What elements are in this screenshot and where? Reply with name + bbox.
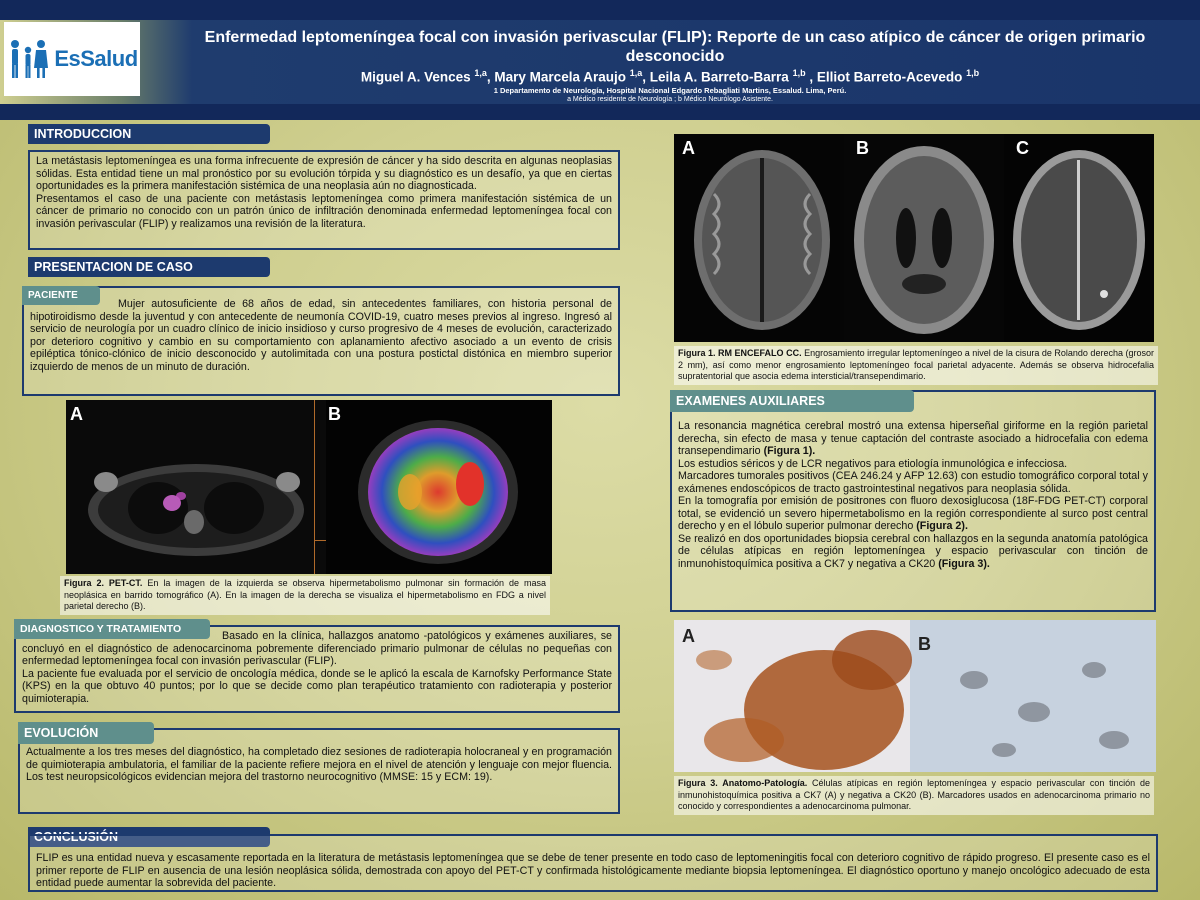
examenes-paragraph-3: Marcadores tumorales positivos (CEA 246.24 y AFP 12.63) con estudio tomográfico corporal total y exámenes endoscópicos de tracto gastrointestinal negativos para neoplasia sólida. xyxy=(678,470,1148,495)
examenes-p4-text: En la tomografía por emisión de positrones con fluoro dexosiglucosa (18F-FDG PET-CT) corporal total, se evidenció un severo hipermetabolismo en la región correspondiente al surco post central derecho y en el lóbulo superior pulmonar derecho xyxy=(678,495,1148,532)
diagnostico-paragraph-2: La paciente fue evaluada por el servicio de oncología médica, donde se le aplicó la escala de Karnofsky Performance State (KPS) en la que obtuvo 40 puntos; por lo que se decide como plan terapéutico tratamiento con radioterapia y posterior quimioterapia. xyxy=(22,667,612,705)
figura-3-caption xyxy=(674,776,1154,815)
family-icon xyxy=(6,36,50,82)
author-affiliation-mark: 1,a xyxy=(629,68,643,78)
author-name: Elliot Barreto-Acevedo xyxy=(816,69,967,85)
conclusion-text: FLIP es una entidad nueva y escasamente reportada en la literatura de metástasis leptomeníngea que se debe de tener presente en todo caso de leptomeningitis focal con deterioro cognitivo de rápido progreso. El presente caso es el primer reporte de FLIP en ausencia de una lesión neoplásica sólida, demostrada con apoyo del PET-CT y confirmada histológicamente mediante biopsia leptomeníngea. El diagnóstico oportuno y manejo oncológico adecuado de esta entidad puede aumentar la sobrevida del paciente. xyxy=(36,852,1150,889)
author-affiliation-mark: 1,b xyxy=(966,68,980,78)
examenes-paragraph-5 xyxy=(678,533,1148,571)
diagnostico-paragraph-1: Basado en la clínica, hallazgos anatomo -patológicos y exámenes auxiliares, se concluyó en el diagnóstico de adenocarcinoma pobremente diferenciado primario pulmonar de células no pequeñas con enfermedad leptomeníngea focal con invasión perivascular (FLIP). xyxy=(22,630,612,667)
figura-2-image xyxy=(66,400,552,574)
examenes-paragraph-1 xyxy=(678,420,1148,458)
pet-ct-graphic xyxy=(66,400,552,574)
figura-2-caption xyxy=(60,576,550,615)
introduccion-title: INTRODUCCION xyxy=(28,124,270,144)
figura-3-label-a: A xyxy=(682,626,695,646)
author-name: Miguel A. Vences xyxy=(360,69,475,85)
examenes-box xyxy=(670,390,1156,612)
evolucion-title: EVOLUCIÓN xyxy=(18,722,154,744)
figura-1-image xyxy=(674,134,1154,342)
author-separator: , xyxy=(805,69,817,85)
examenes-p4-ref: (Figura 2). xyxy=(916,520,968,532)
figura-2-label-a: A xyxy=(70,404,83,424)
presentacion-text: Mujer autosuficiente de 68 años de edad, sin antecedentes familiares, con historia personal de hipotiroidismo desde la juventud y con antecedente de neumonía COVID-19, cuatro meses previos al ingreso. Ingresó al servicio de neurología por un cuadro clínico de inicio insidioso y curso progresivo de 4 meses de evolución, caracterizado por deterioro cognitivo y cambio en su comportamiento con aplanamiento afectivo asociado a un evento de crisis epiléptica tónico-clónico de inicio desconocido y autolimitada con una postura postictal distónica en miembro superior izquierdo de menos de un minuto de duración. xyxy=(30,298,612,373)
figura-3-caption-text: Células atípicas en región leptomeníngea y espacio perivascular con tinción de inmunohistoquímica positiva a CK7 (A) y negativa a CK20 (B). Marcadores usados en adenocarcinoma primario no conocido y correspondientes a adenocarcinoma pulmonar. xyxy=(678,778,1150,811)
author-roles: a Médico residente de Neurología ; b Médico Neurólogo Asistente. xyxy=(567,96,773,103)
examenes-paragraph-4 xyxy=(678,495,1148,533)
author-name: Mary Marcela Araujo xyxy=(494,69,630,85)
examenes-p1-ref: (Figura 1). xyxy=(763,445,816,457)
figura-2-label-b: B xyxy=(328,404,341,424)
figura-2-caption-text: En la imagen de la izquierda se observa hipermetabolismo pulmonar sin formación de masa neoplásica en barrido tomográfico (A). En la imagen de la derecha se visualiza el hipermetabolismo en FDG a nivel parietal derecho (B). xyxy=(64,578,546,611)
author-separator: , xyxy=(642,69,650,85)
introduccion-paragraph-2: Presentamos el caso de una paciente con metástasis leptomeníngea como primera manifestación sistémica de un cáncer de primario no conocido con un patrón único de infiltración denominada enfermedad leptomeníngea focal con invasión perivascular (FLIP) y realizamos una revisión de la literatura. xyxy=(36,192,612,230)
presentacion-box xyxy=(22,286,620,396)
conclusion-box xyxy=(28,834,1158,892)
author-separator: , xyxy=(486,69,495,85)
header-bottom-bar xyxy=(0,104,1200,120)
presentacion-title: PRESENTACION DE CASO xyxy=(28,257,270,277)
examenes-p5-text: Se realizó en dos oportunidades biopsia cerebral con hallazgos en la segunda anatomía patológica de células atípicas en región leptomeníngea y espacio perivascular con tinción de inmunohistoquímica positiva a CK7 y negativa a CK20 xyxy=(678,532,1148,570)
authors-line xyxy=(150,68,1190,85)
conclusion-title: CONCLUSIÓN xyxy=(28,827,270,847)
examenes-p1-text: La resonancia magnética cerebral mostró una extensa hiperseñal giriforme en la región parietal derecha, sin efecto de masa y tenue captación del contraste asociado a hidrocefalia con edema transependimario xyxy=(678,420,1148,457)
poster-title xyxy=(150,28,1200,66)
logo-text: EsSalud xyxy=(54,46,138,71)
examenes-title: EXAMENES AUXILIARES xyxy=(670,390,914,412)
figura-1-caption xyxy=(674,346,1158,385)
figura-2-caption-title: Figura 2. PET-CT. xyxy=(64,578,143,588)
introduccion-box xyxy=(28,150,620,250)
figura-1-label-a: A xyxy=(682,138,695,158)
diagnostico-title: DIAGNOSTICO Y TRATAMIENTO xyxy=(14,619,210,639)
affiliation: 1 Departamento de Neurología, Hospital Nacional Edgardo Rebagliati Martins, Essalud. Lima, Perú. xyxy=(493,86,847,95)
top-bar xyxy=(0,0,1200,20)
figura-1-label-c: C xyxy=(1016,138,1029,158)
author-affiliation-mark: 1,b xyxy=(792,68,806,78)
figura-3-image xyxy=(674,620,1156,772)
author-name: Leila A. Barreto-Barra xyxy=(649,69,793,85)
figura-3-caption-title: Figura 3. Anatomo-Patología. xyxy=(678,778,808,788)
figura-3-label-b: B xyxy=(918,634,931,654)
title-line-2: desconocido xyxy=(625,48,725,65)
paciente-tag: PACIENTE xyxy=(22,286,100,305)
figura-1-label-b: B xyxy=(856,138,869,158)
title-line-1: Enfermedad leptomeníngea focal con invasión perivascular (FLIP): Reporte de un caso atípico de cáncer de origen primario xyxy=(204,29,1146,46)
author-affiliation-mark: 1,a xyxy=(474,68,487,78)
pathology-graphic xyxy=(674,620,1156,772)
introduccion-paragraph-1: La metástasis leptomeníngea es una forma infrecuente de expresión de cáncer y ha sido descrita en algunas neoplasias sólidas. Esta entidad tiene un mal pronóstico por su evolución tórpida y su diagnóstico es un desafío, ya que en ciertas oportunidades es la primera manifestación sistémica de una neoplasia aún no diagnosticada. xyxy=(36,155,612,192)
evolucion-text: Actualmente a los tres meses del diagnóstico, ha completado diez sesiones de radioterapia holocraneal y en programación de quimioterapia ambulatoria, el familiar de la paciente refiere mejora en el nivel de atención y lenguaje con mejor fluencia. Los test neuropsicológicos evidencian mejora del trastorno neurocognitivo (MMSE: 15 y ECM: 19). xyxy=(26,746,612,783)
examenes-p5-ref: (Figura 3). xyxy=(938,557,990,570)
figura-1-caption-title: Figura 1. RM ENCEFALO CC. xyxy=(678,348,802,358)
examenes-paragraph-2: Los estudios séricos y de LCR negativos para etiología inmunológica e infecciosa. xyxy=(678,457,1068,470)
figura-1-caption-text: Engrosamiento irregular leptomeníngeo a nivel de la cisura de Rolando derecha (grosor 2 mm), así como menor engrosamiento leptomeníngeo focal parietal adyacente. Además se observa hidrocefalia supratentorial que asocia edema intersticial/transependimario. xyxy=(678,348,1154,381)
mri-graphic xyxy=(674,134,1154,342)
essalud-logo xyxy=(4,22,140,96)
